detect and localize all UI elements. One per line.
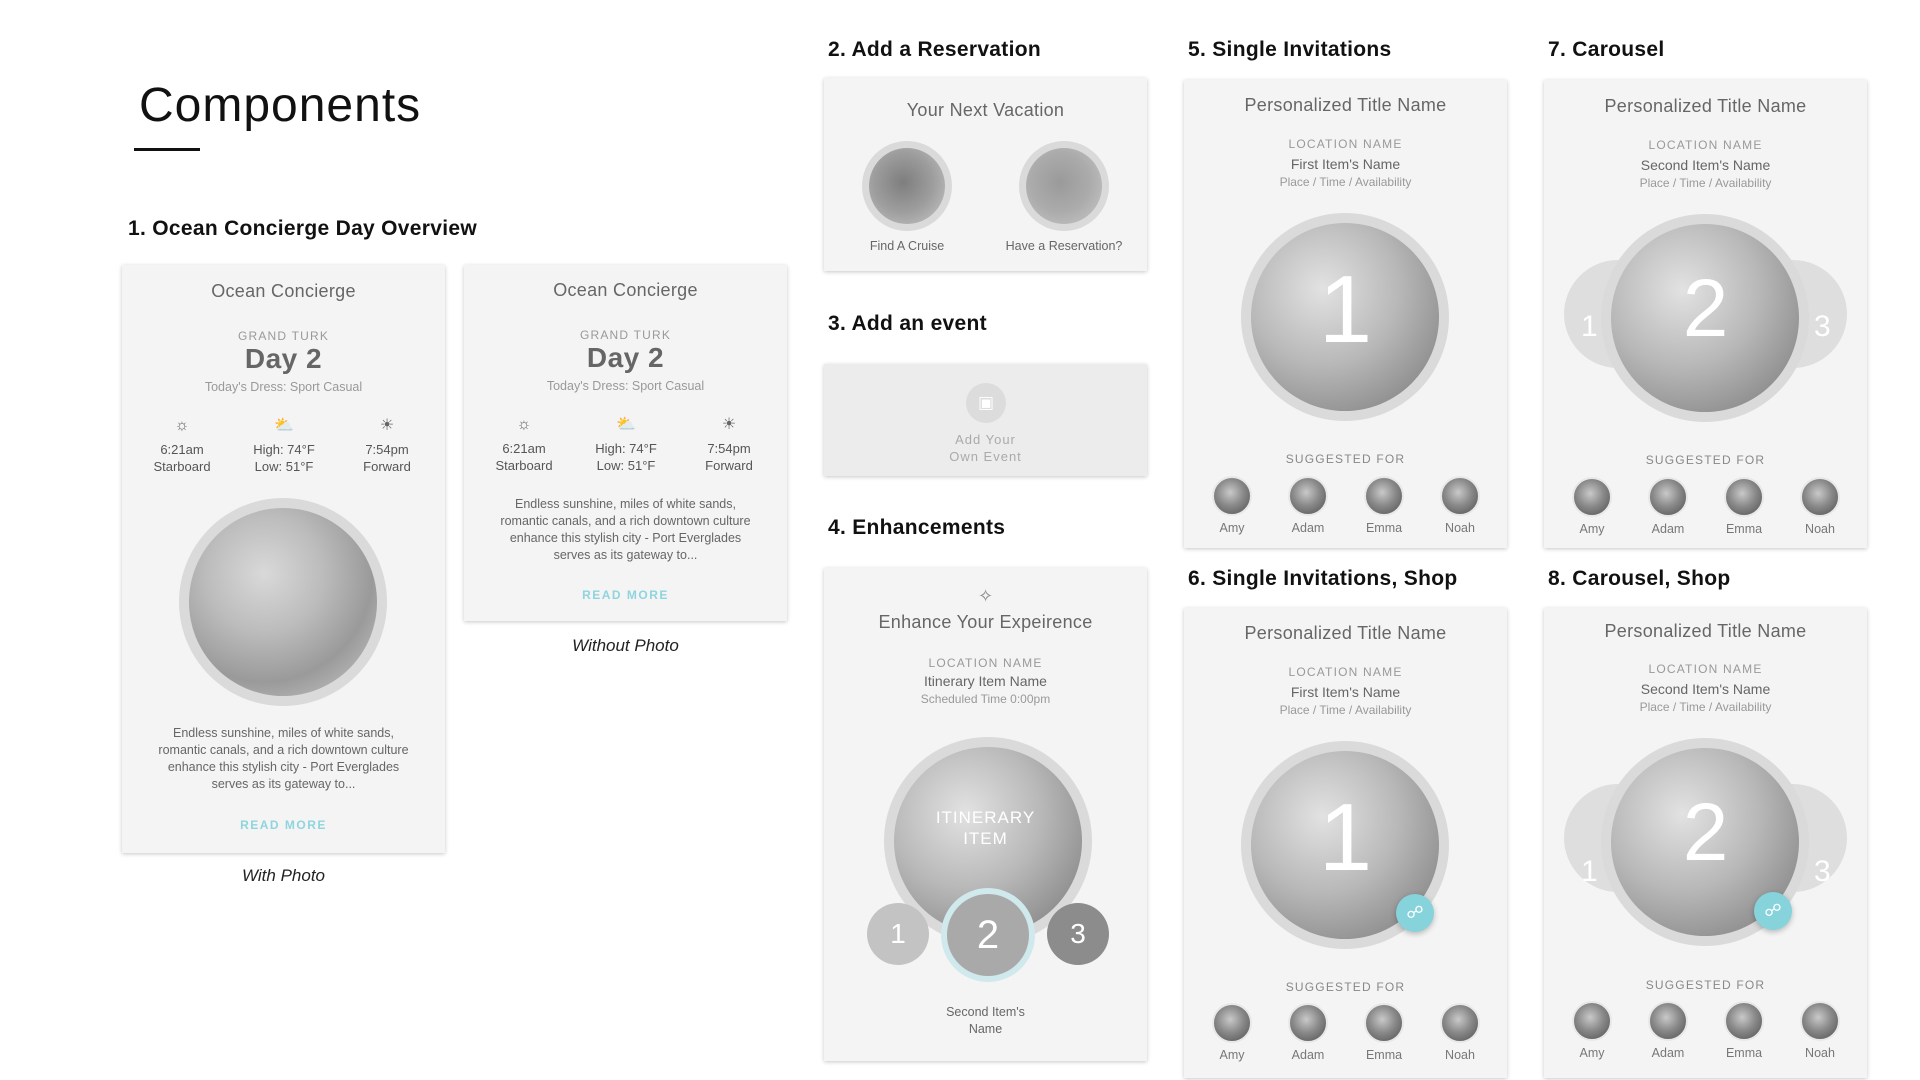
day-label: Day 2 (244, 343, 323, 374)
sunrise-side: Starboard (153, 459, 211, 474)
sparkle-icon: ✧ (977, 586, 994, 606)
sunrise-icon: ☼ (174, 417, 190, 434)
suggested-for-label: SUGGESTED FOR (1285, 452, 1406, 466)
day-overview-card-without-photo[interactable] (464, 265, 787, 621)
have-reservation-button[interactable] (1026, 148, 1102, 224)
add-event-label-line2: Own Event (949, 449, 1022, 464)
avatar-adam[interactable] (1288, 1003, 1328, 1043)
itinerary-item-name: Itinerary Item Name (924, 673, 1047, 689)
avatar-name-emma: Emma (1725, 1046, 1763, 1060)
item-name: Second Item's Name (1640, 157, 1771, 173)
dress-code: Today's Dress: Sport Casual (546, 379, 705, 393)
avatar-adam[interactable] (1288, 476, 1328, 516)
suggested-for-label: SUGGESTED FOR (1645, 978, 1766, 992)
section-label-enhancements: 4. Enhancements (828, 516, 1006, 539)
day-overview-card-with-photo[interactable] (122, 265, 445, 853)
avatar-name-adam: Adam (1651, 522, 1685, 536)
avatar-name-adam: Adam (1651, 1046, 1685, 1060)
carousel-card (1544, 80, 1867, 548)
reservation-card (824, 78, 1147, 271)
avatar-amy[interactable] (1572, 477, 1612, 517)
avatar-name-adam: Adam (1291, 521, 1325, 535)
location-label: GRAND TURK (579, 328, 672, 342)
avatar-name-adam: Adam (1291, 1048, 1325, 1062)
avatar-noah[interactable] (1440, 1003, 1480, 1043)
sunrise-side: Starboard (495, 458, 553, 473)
caption-without-photo: Without Photo (572, 636, 679, 655)
carousel-dot-1[interactable]: 1 (867, 903, 929, 965)
avatar-emma[interactable] (1364, 476, 1404, 516)
card-title: Personalized Title Name (1244, 623, 1447, 643)
section-label-reservation: 2. Add a Reservation (828, 38, 1041, 61)
destination-description: Endless sunshine, miles of white sands, romantic canals, and a rich downtown culture enhance this stylish city - Port Everglades serves as its gateway to... (500, 497, 751, 562)
card-title: Personalized Title Name (1244, 95, 1447, 115)
carousel-dot-2[interactable]: 2 (947, 894, 1029, 976)
weather-temp (239, 417, 329, 475)
item-number: 2 (1682, 263, 1729, 354)
location-label: LOCATION NAME (928, 656, 1043, 670)
item-number: 2 (1682, 787, 1729, 878)
low-temp: Low: 51°F (254, 459, 314, 474)
single-invitation-card (1184, 80, 1507, 548)
weather-sunrise (137, 417, 227, 475)
scheduled-time: Scheduled Time 0:00pm (920, 692, 1051, 706)
card-title: Personalized Title Name (1604, 96, 1807, 116)
selected-item-caption-line2: Name (968, 1022, 1003, 1036)
page-title: Components (139, 79, 422, 132)
sunset-icon: ☀ (379, 417, 395, 434)
avatar-adam[interactable] (1648, 1001, 1688, 1041)
avatar-noah[interactable] (1440, 476, 1480, 516)
destination-photo[interactable] (189, 508, 377, 696)
caption-with-photo: With Photo (242, 866, 325, 885)
avatar-name-noah: Noah (1445, 521, 1475, 535)
item-number: 1 (1318, 784, 1373, 891)
carousel-prev-number: 1 (1581, 855, 1598, 888)
sunrise-icon: ☼ (516, 416, 532, 433)
enhancements-card (824, 568, 1147, 1061)
destination-description: Endless sunshine, miles of white sands, romantic canals, and a rich downtown culture enhance this stylish city - Port Everglades serves as its gateway to... (158, 726, 409, 791)
carousel-dot-3[interactable]: 3 (1047, 903, 1109, 965)
avatar-noah[interactable] (1800, 1001, 1840, 1041)
enhancements-title: Enhance Your Expeirence (878, 612, 1093, 632)
sunset-icon: ☀ (721, 416, 737, 433)
weather-sunset (684, 416, 774, 474)
avatar-name-emma: Emma (1365, 1048, 1403, 1062)
suggested-for-label: SUGGESTED FOR (1285, 980, 1406, 994)
avatar-amy[interactable] (1212, 1003, 1252, 1043)
sunrise-time: 6:21am (160, 442, 204, 457)
section-label-single-invitations: 5. Single Invitations (1188, 38, 1392, 61)
high-temp: High: 74°F (595, 441, 657, 456)
avatar-emma[interactable] (1724, 1001, 1764, 1041)
find-cruise-button[interactable] (869, 148, 945, 224)
avatar-name-amy: Amy (1579, 1046, 1605, 1060)
reservation-title: Your Next Vacation (906, 100, 1065, 120)
add-event-label-line1: Add Your (955, 432, 1016, 447)
item-meta: Place / Time / Availability (1279, 175, 1412, 189)
dress-code: Today's Dress: Sport Casual (204, 380, 363, 394)
partly-cloudy-icon: ⛅ (274, 417, 294, 434)
item-name: First Item's Name (1290, 684, 1401, 700)
section-label-carousel-shop: 8. Carousel, Shop (1548, 567, 1731, 590)
avatar-name-noah: Noah (1445, 1048, 1475, 1062)
avatar-noah[interactable] (1800, 477, 1840, 517)
high-temp: High: 74°F (253, 442, 315, 457)
card-title: Ocean Concierge (553, 280, 698, 300)
calendar-icon: ▣ (966, 383, 1006, 423)
shop-icon[interactable]: ☍ (1396, 894, 1434, 932)
weather-sunset (342, 417, 432, 475)
item-meta: Place / Time / Availability (1639, 176, 1772, 190)
carousel-next-number: 3 (1814, 855, 1831, 888)
location-label: GRAND TURK (237, 329, 330, 343)
avatar-adam[interactable] (1648, 477, 1688, 517)
partly-cloudy-icon: ⛅ (616, 416, 636, 433)
card-title: Personalized Title Name (1604, 621, 1807, 641)
day-label: Day 2 (586, 342, 665, 373)
avatar-name-amy: Amy (1579, 522, 1605, 536)
low-temp: Low: 51°F (596, 458, 656, 473)
avatar-amy[interactable] (1572, 1001, 1612, 1041)
item-number: 1 (1318, 256, 1373, 363)
carousel-next-number: 3 (1814, 310, 1831, 343)
item-meta: Place / Time / Availability (1279, 703, 1412, 717)
location-label: LOCATION NAME (1288, 137, 1403, 151)
avatar-name-emma: Emma (1365, 521, 1403, 535)
read-more-link[interactable]: READ MORE (240, 818, 327, 832)
read-more-link[interactable]: READ MORE (582, 588, 669, 602)
section-label-single-invitations-shop: 6. Single Invitations, Shop (1188, 567, 1458, 590)
shop-icon[interactable]: ☍ (1754, 892, 1792, 930)
carousel-shop-card (1544, 608, 1867, 1078)
card-title: Ocean Concierge (211, 281, 356, 301)
section-label-day-overview: 1. Ocean Concierge Day Overview (128, 217, 477, 240)
item-name: Second Item's Name (1640, 681, 1771, 697)
single-invitation-shop-card (1184, 608, 1507, 1078)
avatar-name-emma: Emma (1725, 522, 1763, 536)
itinerary-label-line1: ITINERARY (935, 808, 1036, 827)
avatar-name-amy: Amy (1219, 1048, 1245, 1062)
have-reservation-label[interactable]: Have a Reservation? (1005, 239, 1123, 253)
sunrise-time: 6:21am (502, 441, 546, 456)
location-label: LOCATION NAME (1648, 662, 1763, 676)
avatar-emma[interactable] (1724, 477, 1764, 517)
section-label-carousel: 7. Carousel (1548, 38, 1665, 61)
avatar-name-amy: Amy (1219, 521, 1245, 535)
location-label: LOCATION NAME (1648, 138, 1763, 152)
sunset-side: Forward (705, 458, 753, 473)
item-meta: Place / Time / Availability (1639, 700, 1772, 714)
itinerary-label-line2: ITEM (963, 829, 1008, 848)
selected-item-caption-line1: Second Item's (946, 1005, 1025, 1019)
location-label: LOCATION NAME (1288, 665, 1403, 679)
section-label-add-event: 3. Add an event (828, 312, 987, 335)
title-underline (134, 148, 200, 151)
avatar-name-noah: Noah (1805, 522, 1835, 536)
avatar-name-noah: Noah (1805, 1046, 1835, 1060)
item-name: First Item's Name (1290, 156, 1401, 172)
sunset-side: Forward (363, 459, 411, 474)
weather-sunrise (479, 416, 569, 474)
find-cruise-label[interactable]: Find A Cruise (869, 239, 945, 253)
avatar-amy[interactable] (1212, 476, 1252, 516)
add-event-card[interactable] (824, 364, 1147, 476)
sunset-time: 7:54pm (365, 442, 409, 457)
sunset-time: 7:54pm (707, 441, 751, 456)
carousel-prev-number: 1 (1581, 310, 1598, 343)
weather-temp (581, 416, 671, 474)
avatar-emma[interactable] (1364, 1003, 1404, 1043)
suggested-for-label: SUGGESTED FOR (1645, 453, 1766, 467)
